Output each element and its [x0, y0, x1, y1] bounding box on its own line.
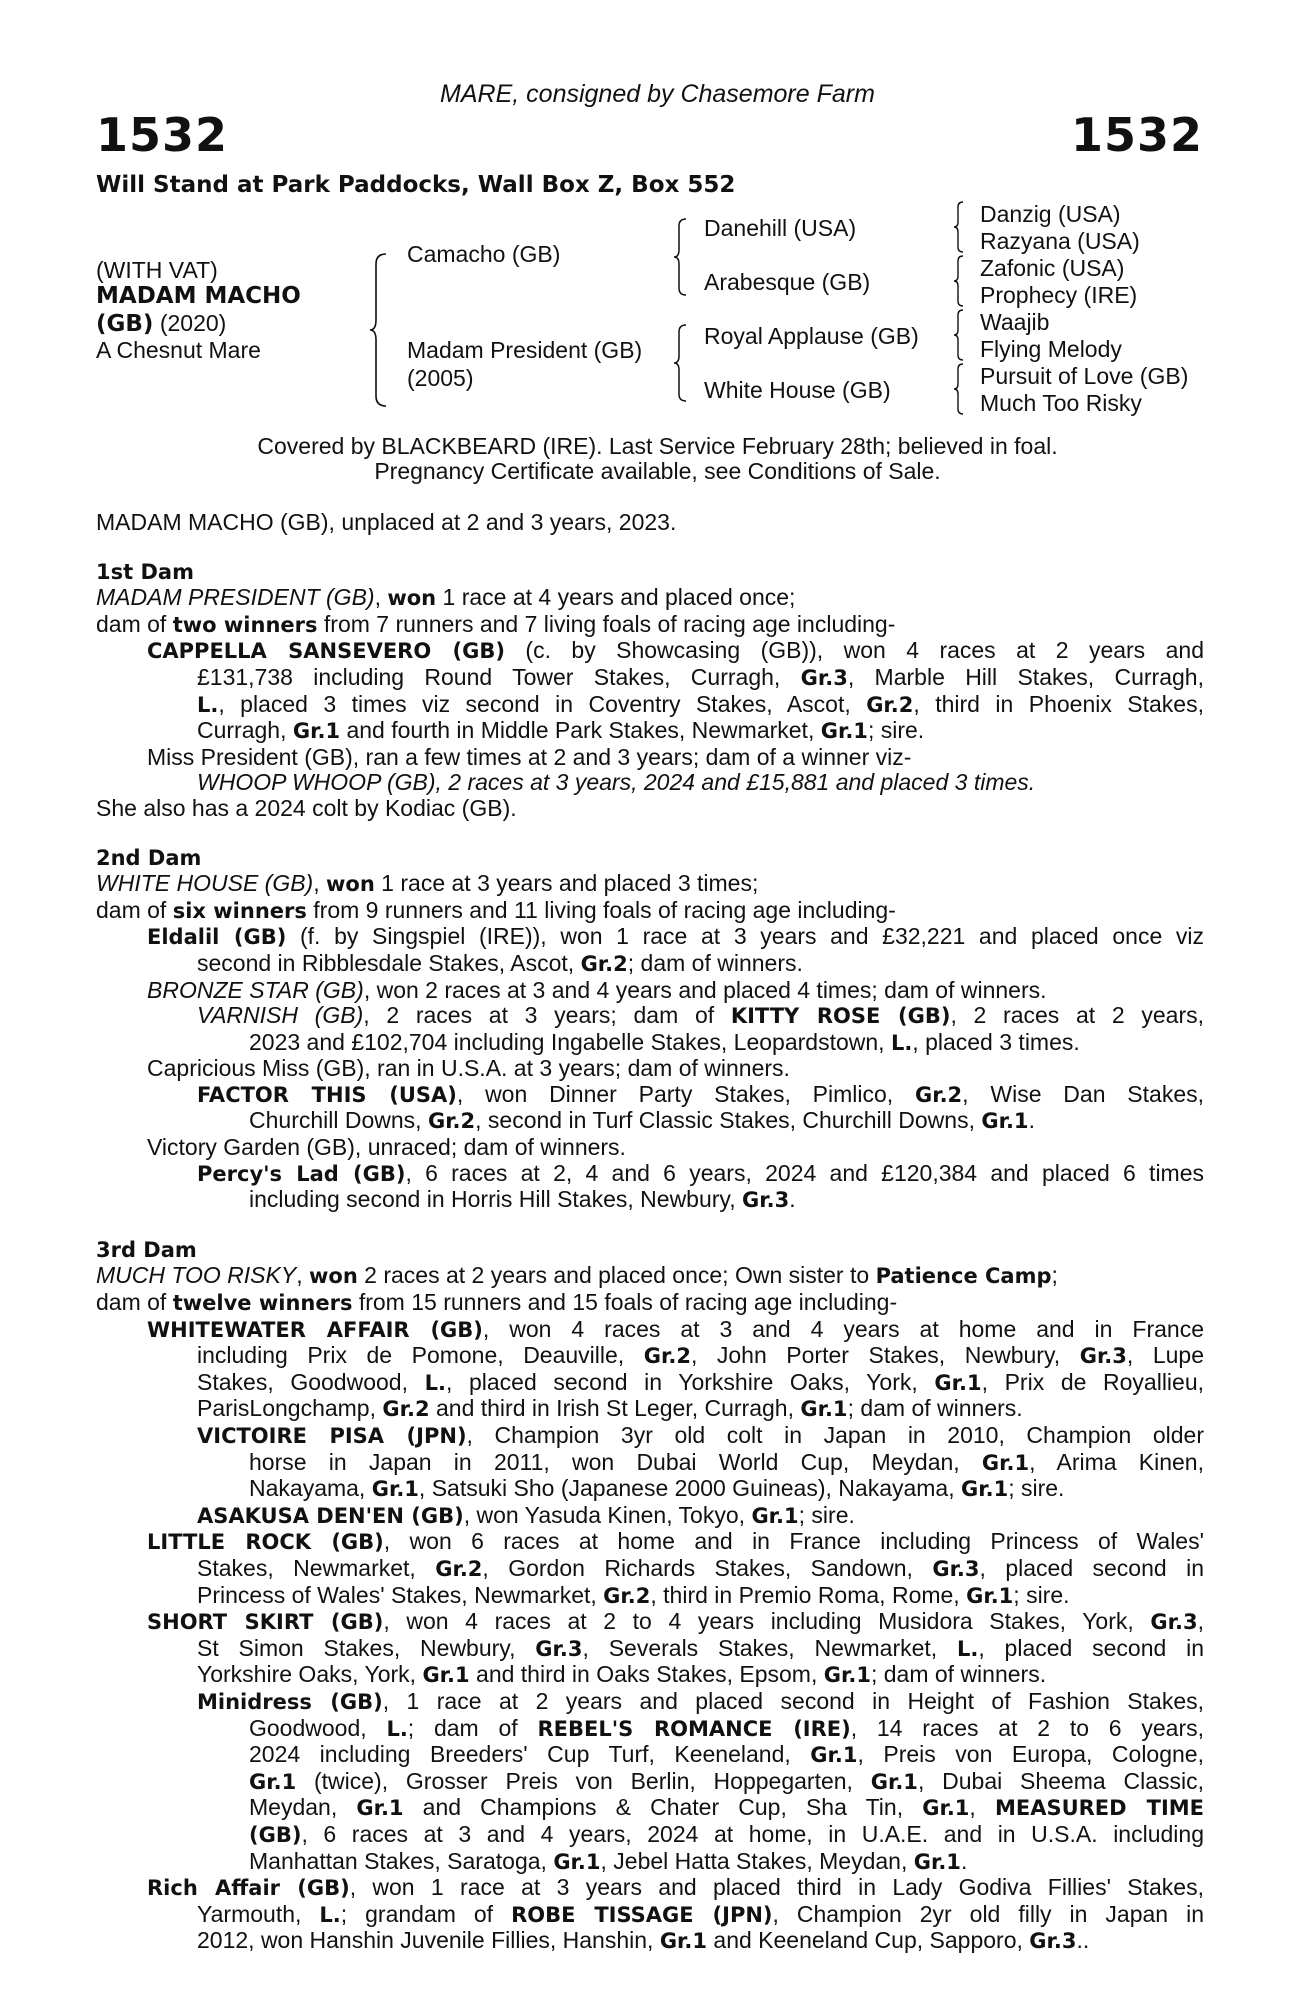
dam2-line: including second in Horris Hill Stakes, Newbury, Gr.3. [249, 1186, 796, 1213]
dam3-line: SHORT SKIRT (GB), won 4 races at 2 to 4 years including Musidora Stakes, York, Gr.3, [147, 1608, 1204, 1635]
dam2-line: Eldalil (GB) (f. by Singspiel (IRE)), won 1 race at 3 years and £32,221 and placed once viz [147, 923, 1204, 950]
dam3-line: St Simon Stakes, Newbury, Gr.3, Severals Stakes, Newmarket, L., placed second in [197, 1634, 1205, 1661]
sss: Danzig (USA) [980, 201, 1121, 227]
dam3-line: Princess of Wales' Stakes, Newmarket, Gr.2, third in Premio Roma, Rome, Gr.1; sire. [197, 1581, 1070, 1608]
dam2-line: second in Ribblesdale Stakes, Ascot, Gr.2; dam of winners. [197, 949, 803, 976]
pedigree-brace-ss [952, 200, 966, 254]
pedigree-brace-gen1 [368, 250, 392, 410]
dam3-line: VICTOIRE PISA (JPN), Champion 3yr old colt in Japan in 2010, Champion older [197, 1422, 1204, 1448]
dam1-heading: 1st Dam [96, 559, 194, 584]
dam2-line: Percy's Lad (GB), 6 races at 2, 4 and 6 years, 2024 and £120,384 and placed 6 times [197, 1159, 1205, 1186]
dam3-line: ParisLongchamp, Gr.2 and third in Irish St Leger, Curragh, Gr.1; dam of winners. [197, 1395, 1023, 1422]
dam3-line: including Prix de Pomone, Deauville, Gr.2, John Porter Stakes, Newbury, Gr.3, Lupe [197, 1342, 1205, 1369]
sire-sire: Danehill (USA) [704, 215, 857, 241]
dam3-line: Yarmouth, L.; grandam of ROBE TISSAGE (JPN), Champion 2yr old filly in Japan in [197, 1900, 1204, 1927]
dam3-line: Stakes, Goodwood, L., placed second in Yorkshire Oaks, York, Gr.1, Prix de Royallieu, [197, 1368, 1205, 1395]
dam2-line: WHITE HOUSE (GB), won 1 race at 3 years and placed 3 times; [96, 870, 759, 897]
dam: Madam President (GB) [407, 337, 643, 363]
dam3-line: 2012, won Hanshin Juvenile Fillies, Hanshin, Gr.1 and Keeneland Cup, Sapporo, Gr.3.. [197, 1927, 1090, 1954]
dam1-line: Curragh, Gr.1 and fourth in Middle Park Stakes, Newmarket, Gr.1; sire. [197, 717, 925, 744]
dam3-line: WHITEWATER AFFAIR (GB), won 4 races at 3 and 4 years at home and in France [147, 1315, 1204, 1342]
dam1-line: L., placed 3 times viz second in Coventry Stakes, Ascot, Gr.2, third in Phoenix Stakes, [197, 690, 1204, 717]
dam3-line: MUCH TOO RISKY, won 2 races at 2 years and placed once; Own sister to Patience Camp; [96, 1262, 1058, 1289]
dam1-line: Miss President (GB), ran a few times at 2 and 3 years; dam of a winner viz- [147, 743, 912, 770]
dam2-line: FACTOR THIS (USA), won Dinner Party Stakes, Pimlico, Gr.2, Wise Dan Stakes, [197, 1080, 1204, 1107]
covered-line-2: Pregnancy Certificate available, see Conditions of Sale. [374, 458, 941, 484]
dam-sire: Royal Applause (GB) [704, 323, 919, 349]
dam-year: (2005) [407, 365, 474, 391]
intro-line: MADAM MACHO (GB), unplaced at 2 and 3 years, 2023. [96, 509, 677, 535]
horse-description: A Chesnut Mare [96, 337, 261, 363]
dam1-line: She also has a 2024 colt by Kodiac (GB). [96, 794, 517, 821]
dam2-line: dam of six winners from 9 runners and 11 living foals of racing age including- [96, 896, 896, 923]
dam2-line: Churchill Downs, Gr.2, second in Turf Classic Stakes, Churchill Downs, Gr.1. [249, 1107, 1035, 1134]
consignment-subtitle: MARE, consigned by Chasemore Farm [440, 80, 875, 108]
pedigree-brace-ds [952, 308, 966, 362]
pedigree-brace-dd [952, 362, 966, 416]
sire: Camacho (GB) [407, 241, 561, 267]
pedigree-brace-sd [952, 254, 966, 308]
lot-number-left: 1532 [96, 108, 229, 162]
dds: Pursuit of Love (GB) [980, 363, 1189, 389]
dam2-line: 2023 and £102,704 including Ingabelle Stakes, Leopardstown, L., placed 3 times. [249, 1028, 1080, 1055]
dam3-line: Manhattan Stakes, Saratoga, Gr.1, Jebel Hatta Stakes, Meydan, Gr.1. [249, 1847, 968, 1874]
dsd: Flying Melody [980, 336, 1122, 362]
sdd: Prophecy (IRE) [980, 282, 1138, 308]
catalogue-body [96, 510, 1204, 1955]
dam-dam: White House (GB) [704, 377, 891, 403]
horse-name-suffix: (GB) (2020) [96, 310, 227, 337]
sds: Zafonic (USA) [980, 255, 1125, 281]
dam3-line: Minidress (GB), 1 race at 2 years and placed second in Height of Fashion Stakes, [197, 1687, 1205, 1714]
dam3-line: (GB), 6 races at 3 and 4 years, 2024 at home, in U.A.E. and in U.S.A. including [249, 1820, 1204, 1847]
pedigree-brace-dam [672, 322, 690, 404]
dam2-heading: 2nd Dam [96, 845, 202, 870]
dam2-line: Victory Garden (GB), unraced; dam of winners. [147, 1134, 626, 1161]
dam2-line: BRONZE STAR (GB), won 2 races at 3 and 4 years and placed 4 times; dam of winners. [147, 976, 1047, 1003]
dam2-line: VARNISH (GB), 2 races at 3 years; dam of KITTY ROSE (GB), 2 races at 2 years, [197, 1002, 1204, 1029]
dam1-line: £131,738 including Round Tower Stakes, Curragh, Gr.3, Marble Hill Stakes, Curragh, [197, 663, 1204, 690]
dam1-line: WHOOP WHOOP (GB), 2 races at 3 years, 2024 and £15,881 and placed 3 times. [197, 769, 1036, 796]
dam3-line: LITTLE ROCK (GB), won 6 races at home and in France including Princess of Wales' [147, 1528, 1204, 1555]
dam3-line: Nakayama, Gr.1, Satsuki Sho (Japanese 2000 Guineas), Nakayama, Gr.1; sire. [249, 1475, 1065, 1502]
dam3-line: Gr.1 (twice), Grosser Preis von Berlin, Hoppegarten, Gr.1, Dubai Sheema Classic, [249, 1767, 1204, 1794]
ssd: Razyana (USA) [980, 228, 1140, 254]
dam3-line: Stakes, Newmarket, Gr.2, Gordon Richards Stakes, Sandown, Gr.3, placed second in [197, 1554, 1204, 1581]
ddd: Much Too Risky [980, 390, 1142, 416]
dam2-line: Capricious Miss (GB), ran in U.S.A. at 3 years; dam of winners. [147, 1055, 790, 1082]
dam3-line: 2024 including Breeders' Cup Turf, Keeneland, Gr.1, Preis von Europa, Cologne, [249, 1741, 1204, 1768]
dss: Waajib [980, 309, 1050, 335]
horse-name: MADAM MACHO [96, 283, 301, 309]
dam1-line: MADAM PRESIDENT (GB), won 1 race at 4 years and placed once; [96, 584, 796, 611]
dam3-line: Meydan, Gr.1 and Champions & Chater Cup, Sha Tin, Gr.1, MEASURED TIME [249, 1794, 1204, 1821]
lot-number-right: 1532 [1070, 108, 1203, 162]
dam3-line: horse in Japan in 2011, won Dubai World Cup, Meydan, Gr.1, Arima Kinen, [249, 1448, 1204, 1475]
covered-line-1: Covered by BLACKBEARD (IRE). Last Service February 28th; believed in foal. [257, 433, 1058, 459]
dam3-heading: 3rd Dam [96, 1237, 197, 1262]
dam3-line: Yorkshire Oaks, York, Gr.1 and third in Oaks Stakes, Epsom, Gr.1; dam of winners. [197, 1661, 1047, 1688]
dam1-line: dam of two winners from 7 runners and 7 living foals of racing age including- [96, 610, 896, 637]
dam3-line: Rich Affair (GB), won 1 race at 3 years and placed third in Lady Godiva Fillies' Stakes, [147, 1874, 1204, 1901]
stand-location: Will Stand at Park Paddocks, Wall Box Z, Box 552 [96, 172, 736, 198]
dam3-line: Goodwood, L.; dam of REBEL'S ROMANCE (IRE), 14 races at 2 to 6 years, [249, 1714, 1205, 1741]
dam1-line: CAPPELLA SANSEVERO (GB) (c. by Showcasing (GB)), won 4 races at 2 years and [147, 637, 1204, 664]
dam3-line: ASAKUSA DEN'EN (GB), won Yasuda Kinen, Tokyo, Gr.1; sire. [197, 1501, 855, 1528]
dam3-line: dam of twelve winners from 15 runners and 15 foals of racing age including- [96, 1289, 898, 1316]
vat-note: (WITH VAT) [96, 257, 218, 283]
pedigree-brace-sire [672, 216, 690, 298]
sire-dam: Arabesque (GB) [704, 269, 871, 295]
